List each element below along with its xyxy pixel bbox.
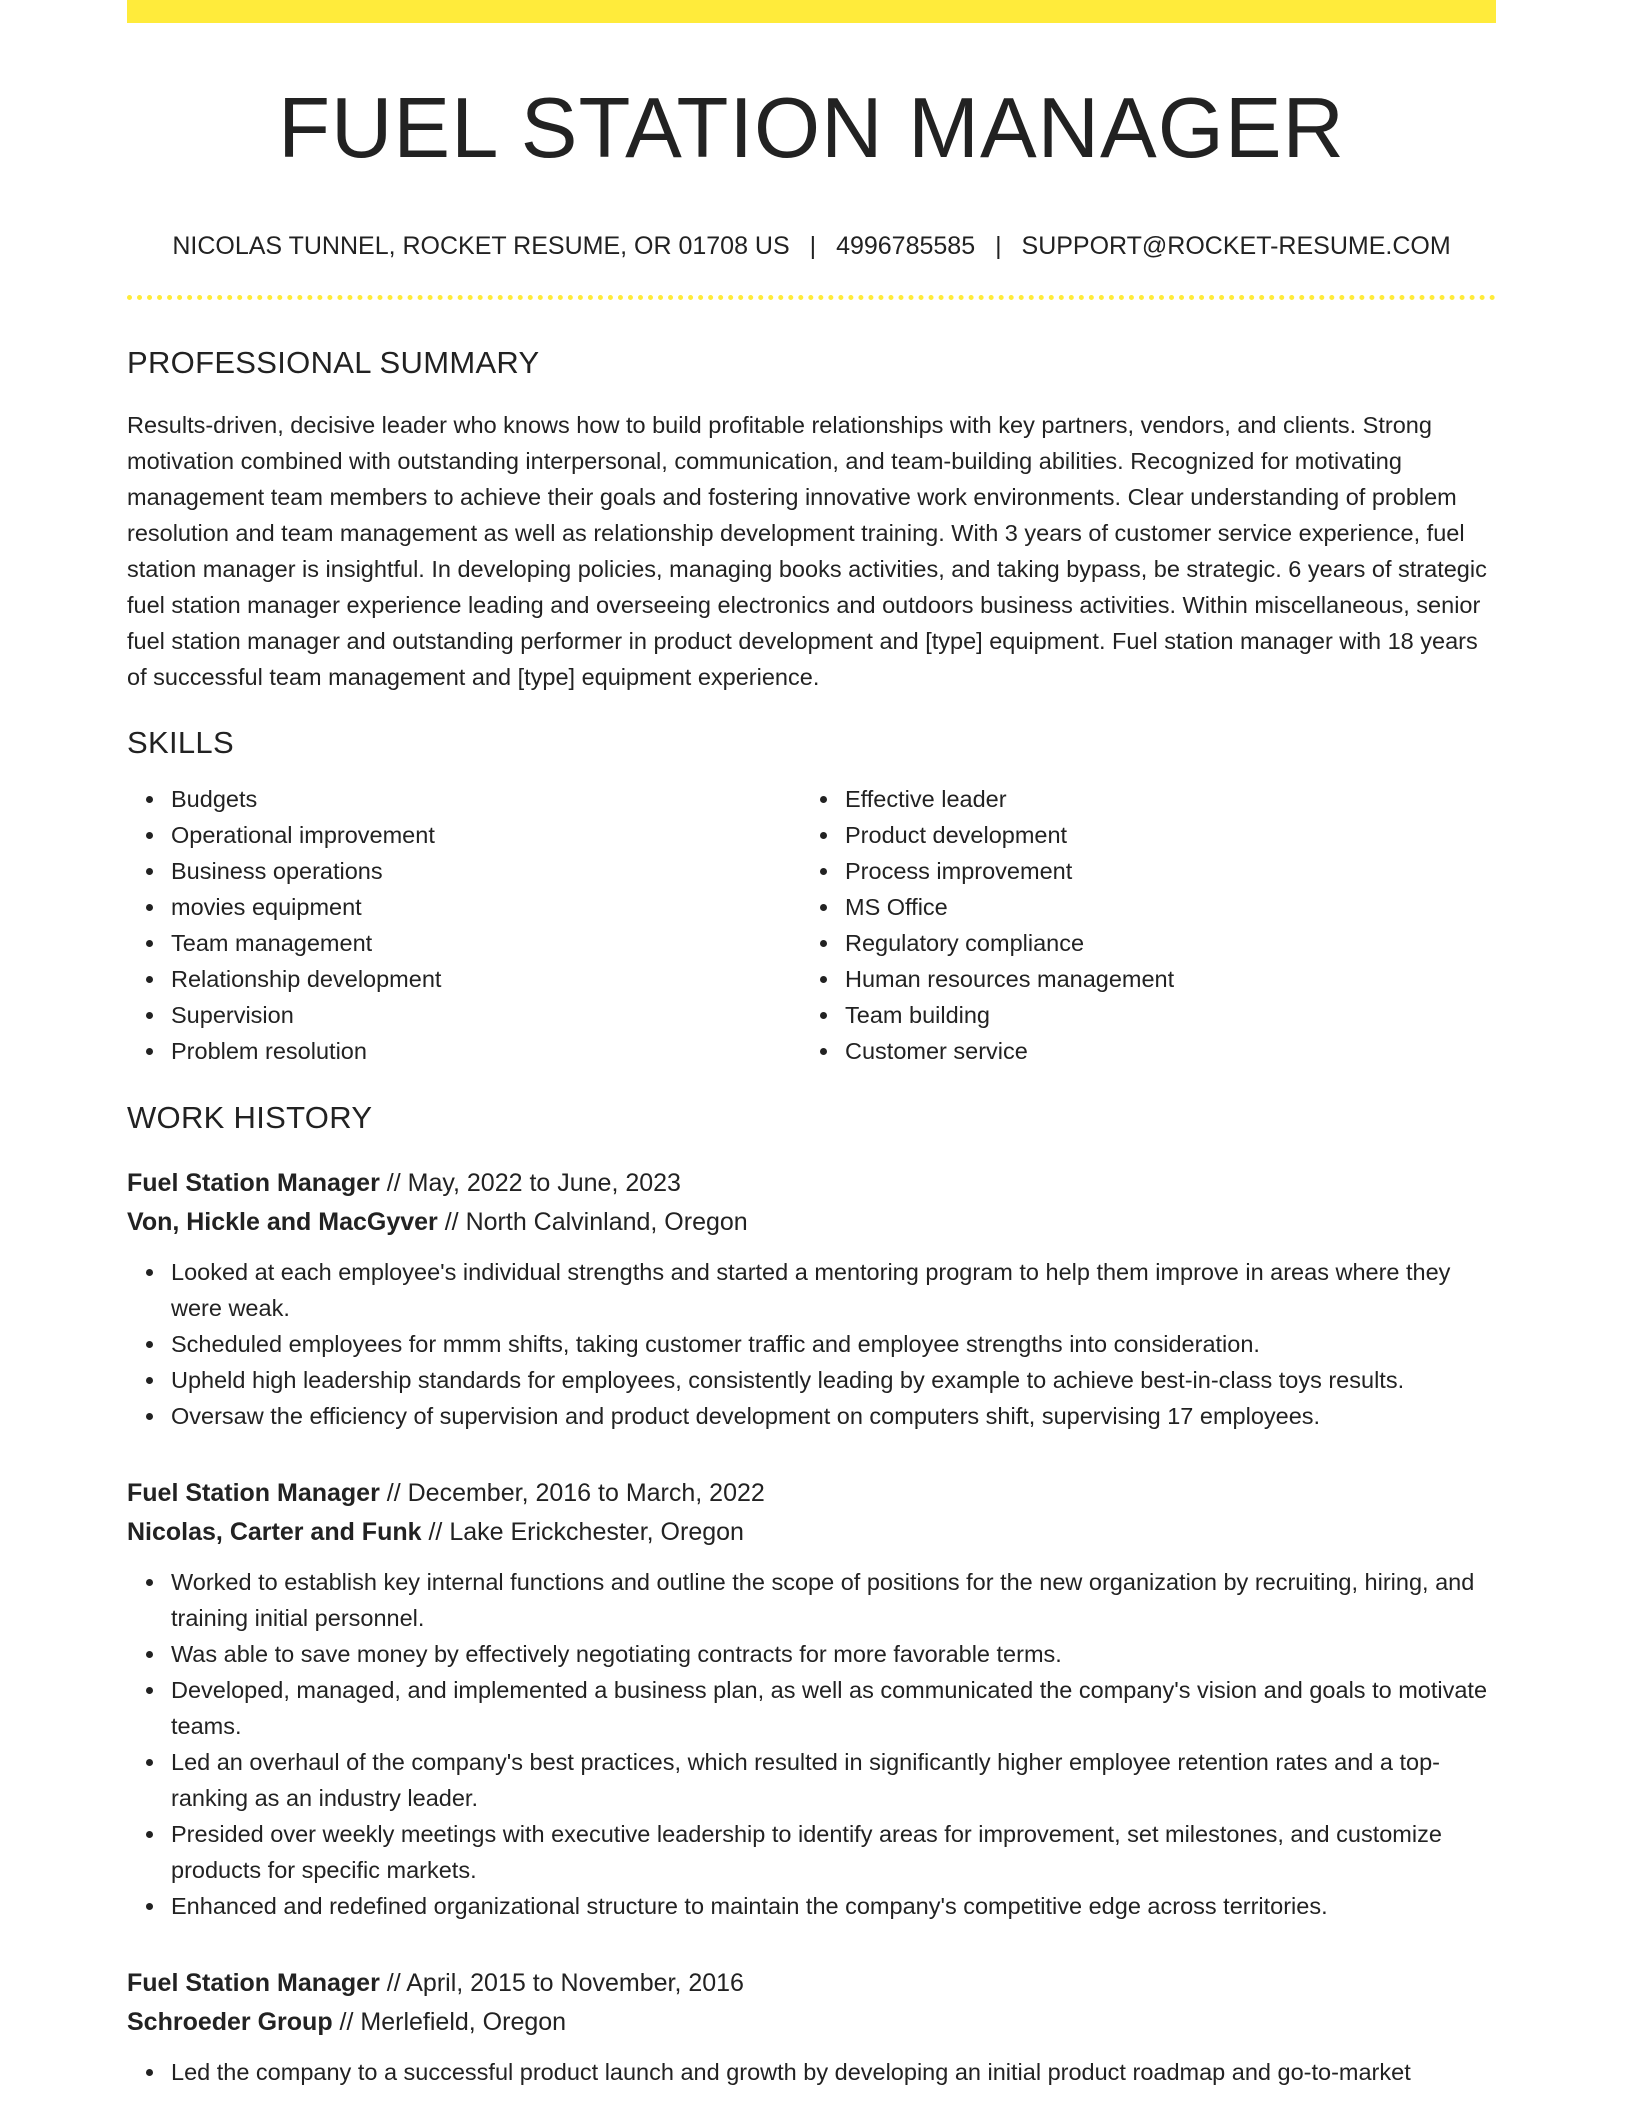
job-company-line	[127, 1513, 1496, 1552]
skills-column-right	[801, 781, 1475, 1069]
job-title-line	[127, 1474, 1496, 1513]
skill-item: Budgets	[171, 781, 801, 817]
job-company: Von, Hickle and MacGyver	[127, 1208, 438, 1236]
skill-item: Problem resolution	[171, 1033, 801, 1069]
job-company-line	[127, 1203, 1496, 1242]
contact-email: SUPPORT@ROCKET-RESUME.COM	[1021, 232, 1451, 260]
duty-item: Led an overhaul of the company's best practices, which resulted in significantly higher employee retention rates and a top-ranking as an industry leader.	[171, 1744, 1496, 1816]
job-divider: //	[386, 1169, 401, 1197]
duty-item: Upheld high leadership standards for employees, consistently leading by example to achieve best-in-class toys results.	[171, 1362, 1496, 1398]
skill-item: Business operations	[171, 853, 801, 889]
duty-item: Presided over weekly meetings with executive leadership to identify areas for improvement, set milestones, and customize products for specific markets.	[171, 1816, 1496, 1888]
skill-item: Relationship development	[171, 961, 801, 997]
job-entry	[127, 1964, 1496, 2090]
resume-title: FUEL STATION MANAGER	[278, 81, 1345, 176]
work-history-heading: WORK HISTORY	[127, 1100, 373, 1135]
skill-item: Effective leader	[845, 781, 1475, 817]
job-divider: //	[444, 1208, 459, 1236]
job-dates: May, 2022 to June, 2023	[407, 1169, 681, 1197]
header-divider	[127, 295, 1496, 300]
skill-item: Customer service	[845, 1033, 1475, 1069]
job-company: Nicolas, Carter and Funk	[127, 1518, 422, 1546]
duty-item: Developed, managed, and implemented a business plan, as well as communicated the company's vision and goals to motivate teams.	[171, 1672, 1496, 1744]
job-entry	[127, 1164, 1496, 1434]
duty-item: Enhanced and redefined organizational structure to maintain the company's competitive edge across territories.	[171, 1888, 1496, 1924]
skill-item: Team building	[845, 997, 1475, 1033]
job-duties	[127, 2054, 1496, 2090]
skill-item: Human resources management	[845, 961, 1475, 997]
job-divider: //	[339, 2008, 354, 2036]
skill-item: movies equipment	[171, 889, 801, 925]
job-divider: //	[386, 1479, 401, 1507]
job-title: Fuel Station Manager	[127, 1969, 380, 1997]
skills-list	[127, 781, 1496, 1069]
contact-line	[127, 230, 1496, 262]
contact-address: NICOLAS TUNNEL, ROCKET RESUME, OR 01708 US	[172, 232, 790, 260]
resume-content	[127, 0, 1496, 2090]
skill-item: Product development	[845, 817, 1475, 853]
skill-item: MS Office	[845, 889, 1475, 925]
skill-item: Process improvement	[845, 853, 1475, 889]
duty-item: Looked at each employee's individual strengths and started a mentoring program to help them improve in areas where they were weak.	[171, 1254, 1496, 1326]
duty-item: Led the company to a successful product launch and growth by developing an initial product roadmap and go-to-market	[171, 2054, 1496, 2090]
job-company: Schroeder Group	[127, 2008, 333, 2036]
job-dates: April, 2015 to November, 2016	[406, 1969, 744, 1997]
job-location: Merlefield, Oregon	[360, 2008, 567, 2036]
job-title-line	[127, 1964, 1496, 2003]
job-duties	[127, 1564, 1496, 1924]
skill-item: Regulatory compliance	[845, 925, 1475, 961]
summary-text: Results-driven, decisive leader who knows how to build profitable relationships with key partners, vendors, and clients. Strong motivation combined with outstanding interpersonal, communication, and team-building abilities. Recognized for motivating management team members to achieve their goals and fostering innovative work environments. Clear understanding of problem resolution and team management as well as relationship development training. With 3 years of customer service experience, fuel station manager is insightful. In developing policies, managing books activities, and taking bypass, be strategic. 6 years of strategic fuel station manager experience leading and overseeing electronics and outdoors business activities. Within miscellaneous, senior fuel station manager and outstanding performer in product development and [type] equipment. Fuel station manager with 18 years of successful team management and [type] equipment experience.	[127, 412, 1487, 690]
skill-item: Operational improvement	[171, 817, 801, 853]
skill-item: Team management	[171, 925, 801, 961]
job-title: Fuel Station Manager	[127, 1479, 380, 1507]
contact-separator: |	[809, 232, 817, 260]
job-divider: //	[386, 1969, 401, 1997]
job-title: Fuel Station Manager	[127, 1169, 380, 1197]
job-divider: //	[428, 1518, 443, 1546]
skill-item: Supervision	[171, 997, 801, 1033]
skills-column-left	[127, 781, 801, 1069]
job-company-line	[127, 2003, 1496, 2042]
job-location: Lake Erickchester, Oregon	[449, 1518, 744, 1546]
job-dates: December, 2016 to March, 2022	[407, 1479, 765, 1507]
work-history-list	[127, 1164, 1496, 2090]
job-title-line	[127, 1164, 1496, 1203]
duty-item: Oversaw the efficiency of supervision and product development on computers shift, supervising 17 employees.	[171, 1398, 1496, 1434]
job-location: North Calvinland, Oregon	[465, 1208, 748, 1236]
contact-phone: 4996785585	[836, 232, 976, 260]
contact-separator: |	[995, 232, 1002, 260]
job-duties	[127, 1254, 1496, 1434]
summary-heading: PROFESSIONAL SUMMARY	[127, 345, 540, 380]
duty-item: Worked to establish key internal functions and outline the scope of positions for the new organization by recruiting, hiring, and training initial personnel.	[171, 1564, 1496, 1636]
job-entry	[127, 1474, 1496, 1924]
duty-item: Was able to save money by effectively negotiating contracts for more favorable terms.	[171, 1636, 1496, 1672]
duty-item: Scheduled employees for mmm shifts, taking customer traffic and employee strengths into consideration.	[171, 1326, 1496, 1362]
skills-heading: SKILLS	[127, 725, 234, 760]
